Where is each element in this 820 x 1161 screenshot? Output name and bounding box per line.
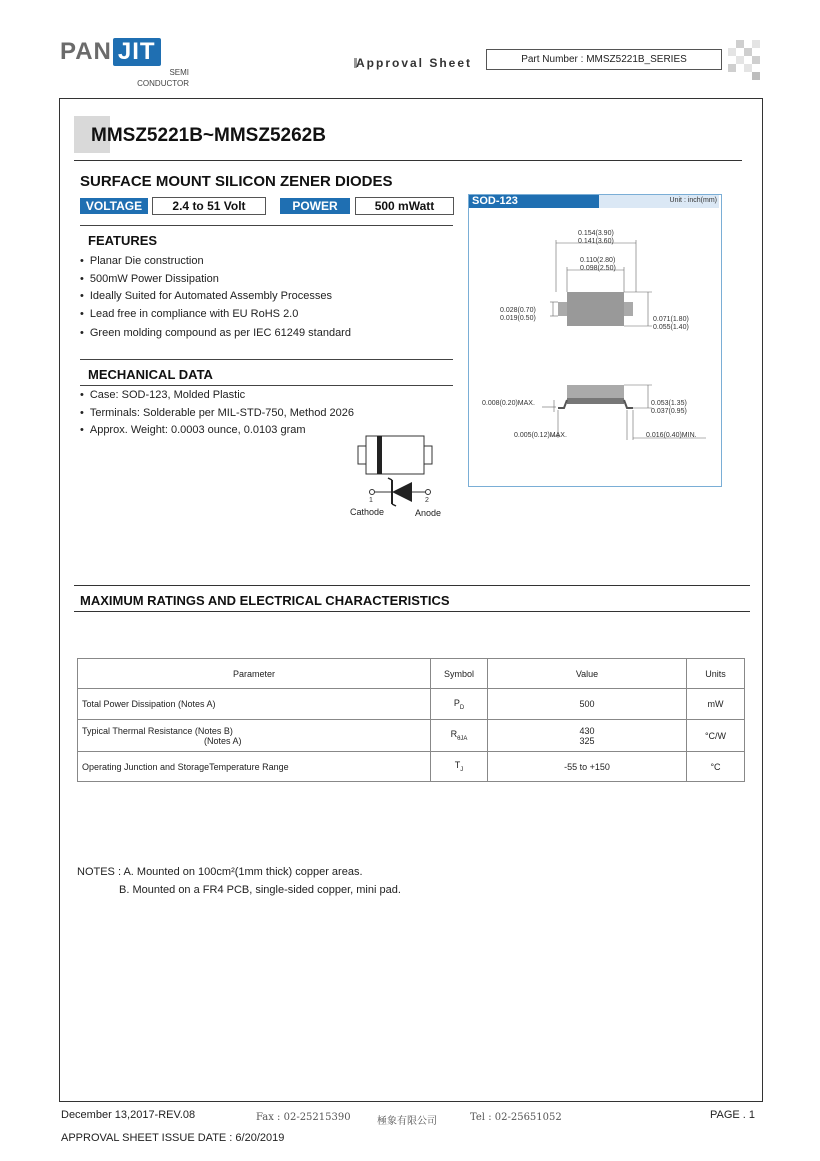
param-cell: Total Power Dissipation (Notes A) [78, 689, 431, 720]
dim-standoff: 0.005(0.12)MAX. [514, 432, 567, 439]
dim-lead-thickness: 0.008(0.20)MAX. [482, 400, 535, 407]
value-line-2: 325 [579, 735, 595, 746]
note-b: B. Mounted on a FR4 PCB, single-sided copper, mini pad. [119, 884, 401, 896]
symbol-cell [431, 689, 488, 720]
value-cell: 500 [488, 689, 687, 720]
product-subtitle: SURFACE MOUNT SILICON ZENER DIODES [80, 173, 393, 190]
approval-sheet-label: Approval Sheet [356, 56, 473, 70]
table-row [78, 720, 745, 752]
list-item: • Ideally Suited for Automated Assembly Processes [80, 288, 460, 306]
footer-company: 極象有限公司 [377, 1116, 437, 1127]
logo-semi-text: SEMI [169, 68, 189, 77]
features-title: FEATURES [88, 233, 158, 248]
footer-issue-date: APPROVAL SHEET ISSUE DATE : 6/20/2019 [61, 1132, 285, 1144]
unit-cell: °C/W [687, 720, 745, 752]
symbol-subscript: J [460, 766, 464, 773]
power-label: POWER [280, 198, 350, 214]
unit-cell: °C [687, 752, 745, 782]
power-value: 500 mWatt [355, 197, 454, 215]
list-item: • Lead free in compliance with EU RoHS 2.0 [80, 306, 460, 324]
list-item: • Terminals: Solderable per MIL-STD-750, Method 2026 [80, 405, 460, 423]
ratings-table [77, 658, 745, 782]
value-cell [488, 720, 687, 752]
voltage-label: VOLTAGE [80, 198, 148, 214]
logo-subtitle [131, 67, 189, 89]
table-row [78, 752, 745, 782]
dim-body-width-min: 0.055(1.40) [653, 324, 689, 331]
logo-conductor-text: CONDUCTOR [137, 79, 189, 88]
dim-lead-length: 0.016(0.40)MIN. [646, 432, 697, 439]
header-value: Value [488, 659, 687, 689]
param-line-2: (Notes A) [204, 735, 242, 746]
dim-body-width-max: 0.071(1.80) [653, 316, 689, 323]
package-dimension-drawing [470, 210, 718, 470]
dim-lead-width-max: 0.028(0.70) [500, 307, 536, 314]
dim-lead-width-min: 0.019(0.50) [500, 315, 536, 322]
list-item: • Case: SOD-123, Molded Plastic [80, 387, 460, 405]
param-cell: Operating Junction and StorageTemperature Range [78, 752, 431, 782]
mechanical-title: MECHANICAL DATA [88, 367, 213, 382]
footer-fax: Fax : 02-25215390 [256, 1112, 351, 1123]
symbol-cell [431, 752, 488, 782]
header-parameter: Parameter [78, 659, 431, 689]
symbol-text: P [453, 697, 460, 708]
page-title: MMSZ5221B~MMSZ5262B [91, 125, 326, 146]
note-a: NOTES : A. Mounted on 100cm²(1mm thick) copper areas. [77, 866, 363, 878]
title-divider [74, 160, 742, 161]
table-row [78, 689, 745, 720]
header-symbol: Symbol [431, 659, 488, 689]
pin1-label: 1 [369, 497, 373, 504]
ratings-top-divider [74, 585, 750, 586]
value-line: 430 [579, 725, 595, 736]
part-number-box: Part Number : MMSZ5221B_SERIES [486, 49, 722, 70]
symbol-subscript: D [459, 704, 465, 711]
mechanical-divider [80, 359, 453, 360]
list-item: • Green molding compound as per IEC 61249 standard [80, 325, 460, 343]
logo-pan-text: PAN [60, 38, 112, 65]
symbol-cell [431, 720, 488, 752]
dim-height-min: 0.037(0.95) [651, 408, 687, 415]
unit-cell: mW [687, 689, 745, 720]
anode-label: Anode [415, 508, 442, 518]
ratings-title: MAXIMUM RATINGS AND ELECTRICAL CHARACTERISTICS [80, 593, 450, 608]
dim-body-length-max: 0.154(3.90) [578, 230, 614, 237]
symbol-text: R [450, 729, 458, 740]
dim-body-length-min: 0.141(3.60) [578, 238, 614, 245]
footer-date-revision: December 13,2017-REV.08 [61, 1109, 196, 1121]
symbol-subscript: θJA [457, 735, 468, 742]
cathode-label: Cathode [350, 507, 385, 517]
logo-jit-text: JIT [113, 38, 161, 66]
dim-height-max: 0.053(1.35) [651, 400, 687, 407]
list-item: • Approx. Weight: 0.0003 ounce, 0.0103 gram [80, 422, 460, 440]
ratings-bottom-divider [74, 611, 750, 612]
dim-mold-length-max: 0.110(2.80) [580, 257, 616, 264]
param-line: Typical Thermal Resistance (Notes B) [82, 725, 233, 736]
symbol-text: T [454, 760, 461, 771]
mechanical-underline [80, 385, 453, 386]
pin2-label: 2 [425, 497, 429, 504]
features-divider [80, 225, 453, 226]
checker-pattern-icon [726, 40, 762, 80]
param-cell [78, 720, 431, 752]
dim-mold-length-min: 0.098(2.50) [580, 265, 616, 272]
footer-tel: Tel : 02-25651052 [470, 1112, 562, 1123]
list-item: • Planar Die construction [80, 253, 460, 271]
header-units: Units [687, 659, 745, 689]
list-item: • 500mW Power Dissipation [80, 271, 460, 289]
value-cell: -55 to +150 [488, 752, 687, 782]
package-unit: Unit : inch(mm) [669, 197, 717, 204]
company-logo [60, 38, 161, 66]
footer-page-number: PAGE . 1 [710, 1109, 756, 1121]
package-name: SOD-123 [469, 195, 599, 208]
features-list [80, 253, 460, 343]
table-header-row [78, 659, 745, 689]
voltage-value: 2.4 to 51 Volt [152, 197, 266, 215]
